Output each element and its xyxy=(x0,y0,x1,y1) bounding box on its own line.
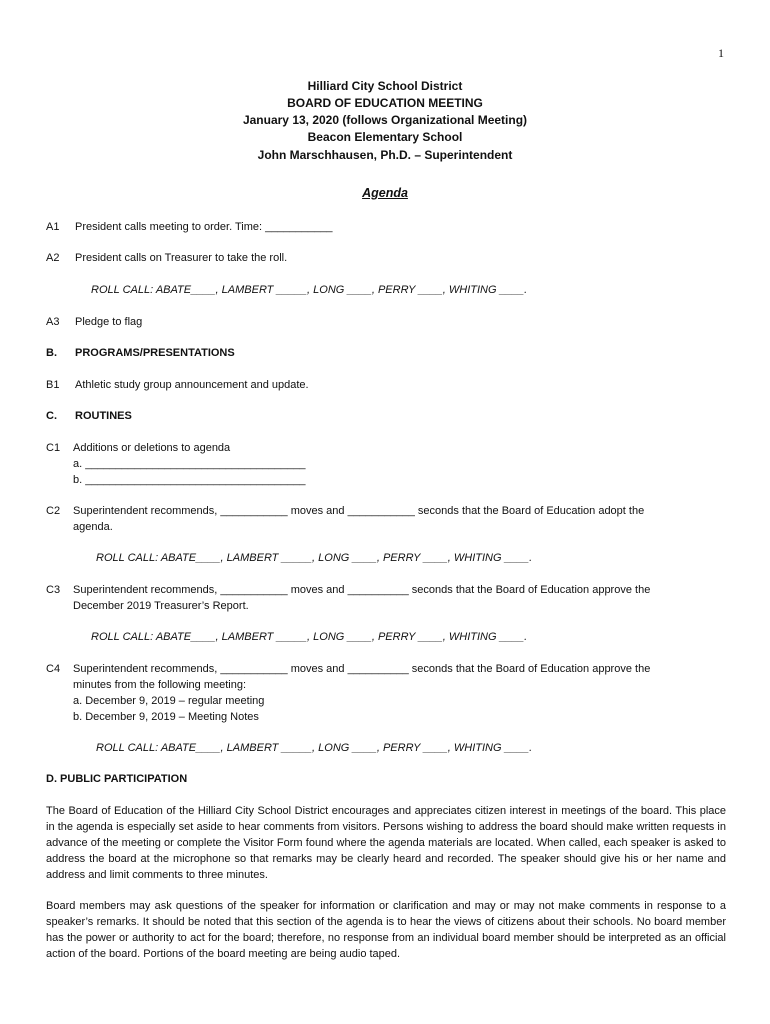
item-text-a2: President calls on Treasurer to take the roll. xyxy=(75,252,288,264)
c1-blank-b: b. ____________________________________ xyxy=(73,474,306,486)
section-title-b: PROGRAMS/PRESENTATIONS xyxy=(75,347,235,359)
item-number-c2: C2 xyxy=(46,505,61,517)
superintendent-line: John Marschhausen, Ph.D. – Superintendent xyxy=(257,148,513,162)
page-number: 1 xyxy=(718,46,724,60)
item-text-b1: Athletic study group announcement and update. xyxy=(75,379,309,391)
section-letter-c: C. xyxy=(46,410,57,422)
item-number-a2: A2 xyxy=(46,252,60,264)
item-number-c4: C4 xyxy=(46,663,61,675)
meeting-date: January 13, 2020 (follows Organizational Meeting) xyxy=(242,113,528,127)
item-number-c1: C1 xyxy=(46,442,61,454)
item-text-c3-line2: December 2019 Treasurer’s Report. xyxy=(73,600,249,612)
section-title-d: D. PUBLIC PARTICIPATION xyxy=(46,773,188,785)
c1-blank-a: a. ____________________________________ xyxy=(73,458,306,470)
item-number-b1: B1 xyxy=(46,379,60,391)
item-text-a1: President calls meeting to order. Time: ___________ xyxy=(75,221,333,233)
roll-call-line: ROLL CALL: ABATE____, LAMBERT _____, LONG ____, PERRY ____, WHITING ____. xyxy=(91,284,528,296)
section-title-c: ROUTINES xyxy=(75,410,132,422)
item-text-c4-line1: Superintendent recommends, ___________ moves and __________ seconds that the Board of Education approve the xyxy=(73,663,651,675)
item-text-c4-line2: minutes from the following meeting: xyxy=(73,679,247,691)
meeting-title: BOARD OF EDUCATION MEETING xyxy=(287,96,483,110)
district-name: Hilliard City School District xyxy=(307,79,463,93)
c4-minutes-b: b. December 9, 2019 – Meeting Notes xyxy=(73,711,259,723)
item-text-c2-line1: Superintendent recommends, ___________ moves and ___________ seconds that the Board of Education adopt the xyxy=(73,505,645,517)
public-participation-paragraph-1: The Board of Education of the Hilliard City School District encourages and appreciates citizen interest in meetings of the board. This place in the agenda is especially set aside to hear comments from visitors. Persons wishing to address the board should make written requests in advance of the meeting or complete the Visitor Form found where the agenda materials are located. When called, each speaker is asked to address the board at the microphone so that remarks may be clearly heard and recorded. The speaker should give his or her name and address and limit comments to three minutes. xyxy=(46,805,726,881)
item-number-c3: C3 xyxy=(46,584,61,596)
item-text-c2-line2: agenda. xyxy=(73,521,113,533)
item-text-a3: Pledge to flag xyxy=(75,316,143,328)
meeting-location: Beacon Elementary School xyxy=(307,130,463,144)
roll-call-line: ROLL CALL: ABATE____, LAMBERT _____, LONG ____, PERRY ____, WHITING ____. xyxy=(96,742,533,754)
item-number-a1: A1 xyxy=(46,221,60,233)
public-participation-paragraph-2: Board members may ask questions of the speaker for information or clarification and may or may not make comments in response to a speaker’s remarks. It should be noted that this section of the agenda is to hear the views of citizens about their schools. No board member has the power or authority to act for the board; therefore, no response from an individual board member should be interpreted as an official action of the board. Portions of the board meeting are being audio taped. xyxy=(46,900,726,960)
item-number-a3: A3 xyxy=(46,316,60,328)
agenda-title: Agenda xyxy=(362,186,408,200)
item-text-c1: Additions or deletions to agenda xyxy=(73,442,231,454)
roll-call-line: ROLL CALL: ABATE____, LAMBERT _____, LONG ____, PERRY ____, WHITING ____. xyxy=(96,552,533,564)
item-text-c3-line1: Superintendent recommends, ___________ moves and __________ seconds that the Board of Education approve the xyxy=(73,584,651,596)
roll-call-line: ROLL CALL: ABATE____, LAMBERT _____, LONG ____, PERRY ____, WHITING ____. xyxy=(91,631,528,643)
c4-minutes-a: a. December 9, 2019 – regular meeting xyxy=(73,695,265,707)
section-letter-b: B. xyxy=(46,347,57,359)
